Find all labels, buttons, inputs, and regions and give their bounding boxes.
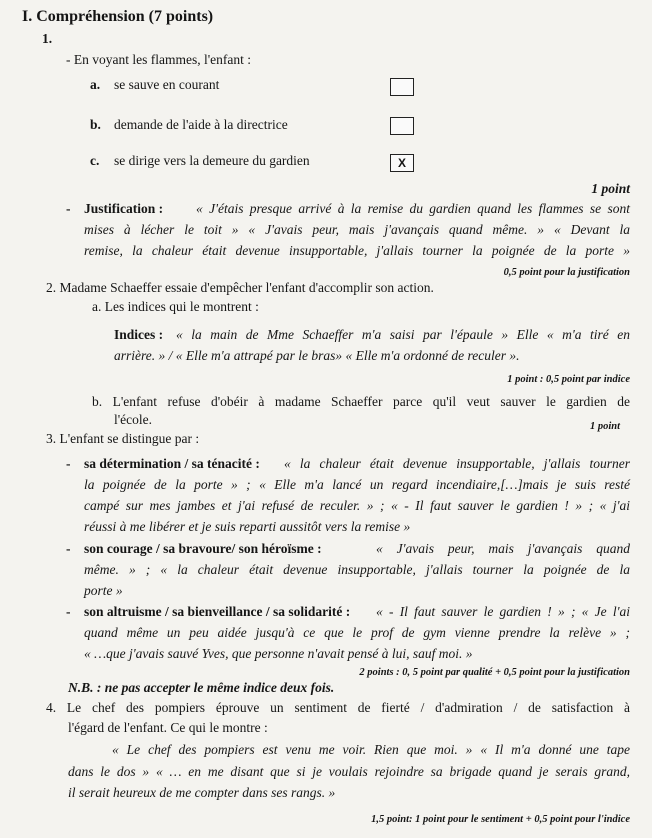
quality-1-line-4: réussi à me libérer et je suis reparti aussitôt vers la remise »	[84, 519, 411, 534]
option-b-letter: b.	[90, 117, 101, 132]
question-3-nb: N.B. : ne pas accepter le même indice deux fois.	[68, 680, 335, 695]
question-4-quote-line-3: il serait heureux de me compter dans ses rangs. »	[68, 785, 336, 800]
quality-1-line-2: la poignée de la porte » ; « Elle m'a lancé un regard incendiaire,[…]mais je suis resté	[84, 477, 630, 492]
justification-dash: -	[66, 201, 71, 216]
quality-3-label: son altruisme / sa bienveillance / sa solidarité :	[84, 604, 351, 619]
question-2-heading: 2. Madame Schaeffer essaie d'empêcher l'enfant d'accomplir son action.	[46, 280, 434, 295]
justification-line-1: « J'étais presque arrivé à la remise du gardien quand les flammes se sont	[196, 201, 630, 216]
justification-label: Justification :	[84, 201, 164, 216]
question-2b-line-1: b. L'enfant refuse d'obéir à madame Schaeffer parce qu'il veut sauver le gardien de	[92, 394, 630, 409]
quality-2-label: son courage / sa bravoure/ son héroïsme :	[84, 541, 322, 556]
question-2b-line-2: l'école.	[114, 412, 153, 427]
option-c-text: se dirige vers la demeure du gardien	[114, 153, 310, 168]
quality-1-label: sa détermination / sa ténacité :	[84, 456, 260, 471]
quality-2-line-2: même. » ; « la chaleur était devenue insupportable, j'allais tourner la poignée de la	[84, 562, 630, 577]
quality-3-line-1: « - Il faut sauver le gardien ! » ; « Je l'ai	[376, 604, 630, 619]
quality-2-line-3: porte »	[84, 583, 123, 598]
option-b-checkbox[interactable]	[390, 117, 414, 135]
question-2a-label: a. Les indices qui le montrent :	[92, 299, 259, 314]
question-2b-scoring: 1 point	[589, 421, 620, 432]
question-3-scoring: 2 points : 0, 5 point par qualité + 0,5 point pour la justification	[359, 667, 630, 678]
option-b-text: demande de l'aide à la directrice	[114, 117, 288, 132]
question-3-heading: 3. L'enfant se distingue par :	[46, 431, 200, 446]
option-c-letter: c.	[90, 153, 100, 168]
question-4-scoring: 1,5 point: 1 point pour le sentiment + 0,5 point pour l'indice	[371, 814, 630, 825]
question-4-heading-line-1: 4. Le chef des pompiers éprouve un sentiment de fierté / d'admiration / de satisfaction à	[46, 700, 630, 715]
question-2a-scoring: 1 point : 0,5 point par indice	[507, 374, 630, 385]
option-a-text: se sauve en courant	[114, 77, 220, 92]
quality-3-line-2: quand même un peu aidée jusqu'à ce que le prof de gym vienne prendre la relève » ;	[84, 625, 630, 640]
quality-3-dash: -	[66, 604, 71, 619]
question-1-points: 1 point	[591, 181, 630, 196]
indices-line-1: « la main de Mme Schaeffer m'a saisi par l'épaule » Elle « m'a tiré en	[176, 327, 630, 342]
question-4-heading-line-2: l'égard de l'enfant. Ce qui le montre :	[68, 720, 268, 735]
quality-1-line-1: « la chaleur était devenue insupportable, j'allais tourner	[284, 456, 630, 471]
question-1-intro: - En voyant les flammes, l'enfant :	[66, 52, 252, 67]
justification-line-3: remise, la chaleur était devenue insupportable, j'allais tourner la poignée de la porte »	[84, 243, 630, 258]
section-title: I. Compréhension (7 points)	[22, 8, 214, 25]
indices-label: Indices :	[114, 327, 164, 342]
justification-line-2: mises à lécher le toit » « J'avais peur, mais j'avançais quand même. » « Devant la	[84, 222, 630, 237]
question-4-quote-line-2: dans le dos » « … en me disant que si je voulais rejoindre sa brigade quand je serais grand,	[68, 764, 630, 779]
option-c-checkbox[interactable]: X	[390, 154, 414, 172]
quality-2-line-1: « J'avais peur, mais j'avançais quand	[376, 541, 630, 556]
quality-3-line-3: « …que j'avais sauvé Yves, que personne n'avait pensé à lui, sauf moi. »	[84, 646, 473, 661]
quality-1-dash: -	[66, 456, 71, 471]
justification-scoring: 0,5 point pour la justification	[503, 267, 630, 278]
quality-2-dash: -	[66, 541, 71, 556]
quality-1-line-3: campé sur mes jambes et j'ai refusé de reculer. » ; « - Il faut sauver le gardien ! » ; « j'ai	[84, 498, 630, 513]
indices-line-2: arrière. » / « Elle m'a attrapé par le bras» « Elle m'a ordonné de reculer ».	[114, 348, 520, 363]
option-a-checkbox[interactable]	[390, 78, 414, 96]
question-1-number: 1.	[42, 31, 53, 46]
option-a-letter: a.	[90, 77, 101, 92]
question-4-quote-line-1: « Le chef des pompiers est venu me voir. Rien que moi. » « Il m'a donné une tape	[112, 742, 630, 757]
